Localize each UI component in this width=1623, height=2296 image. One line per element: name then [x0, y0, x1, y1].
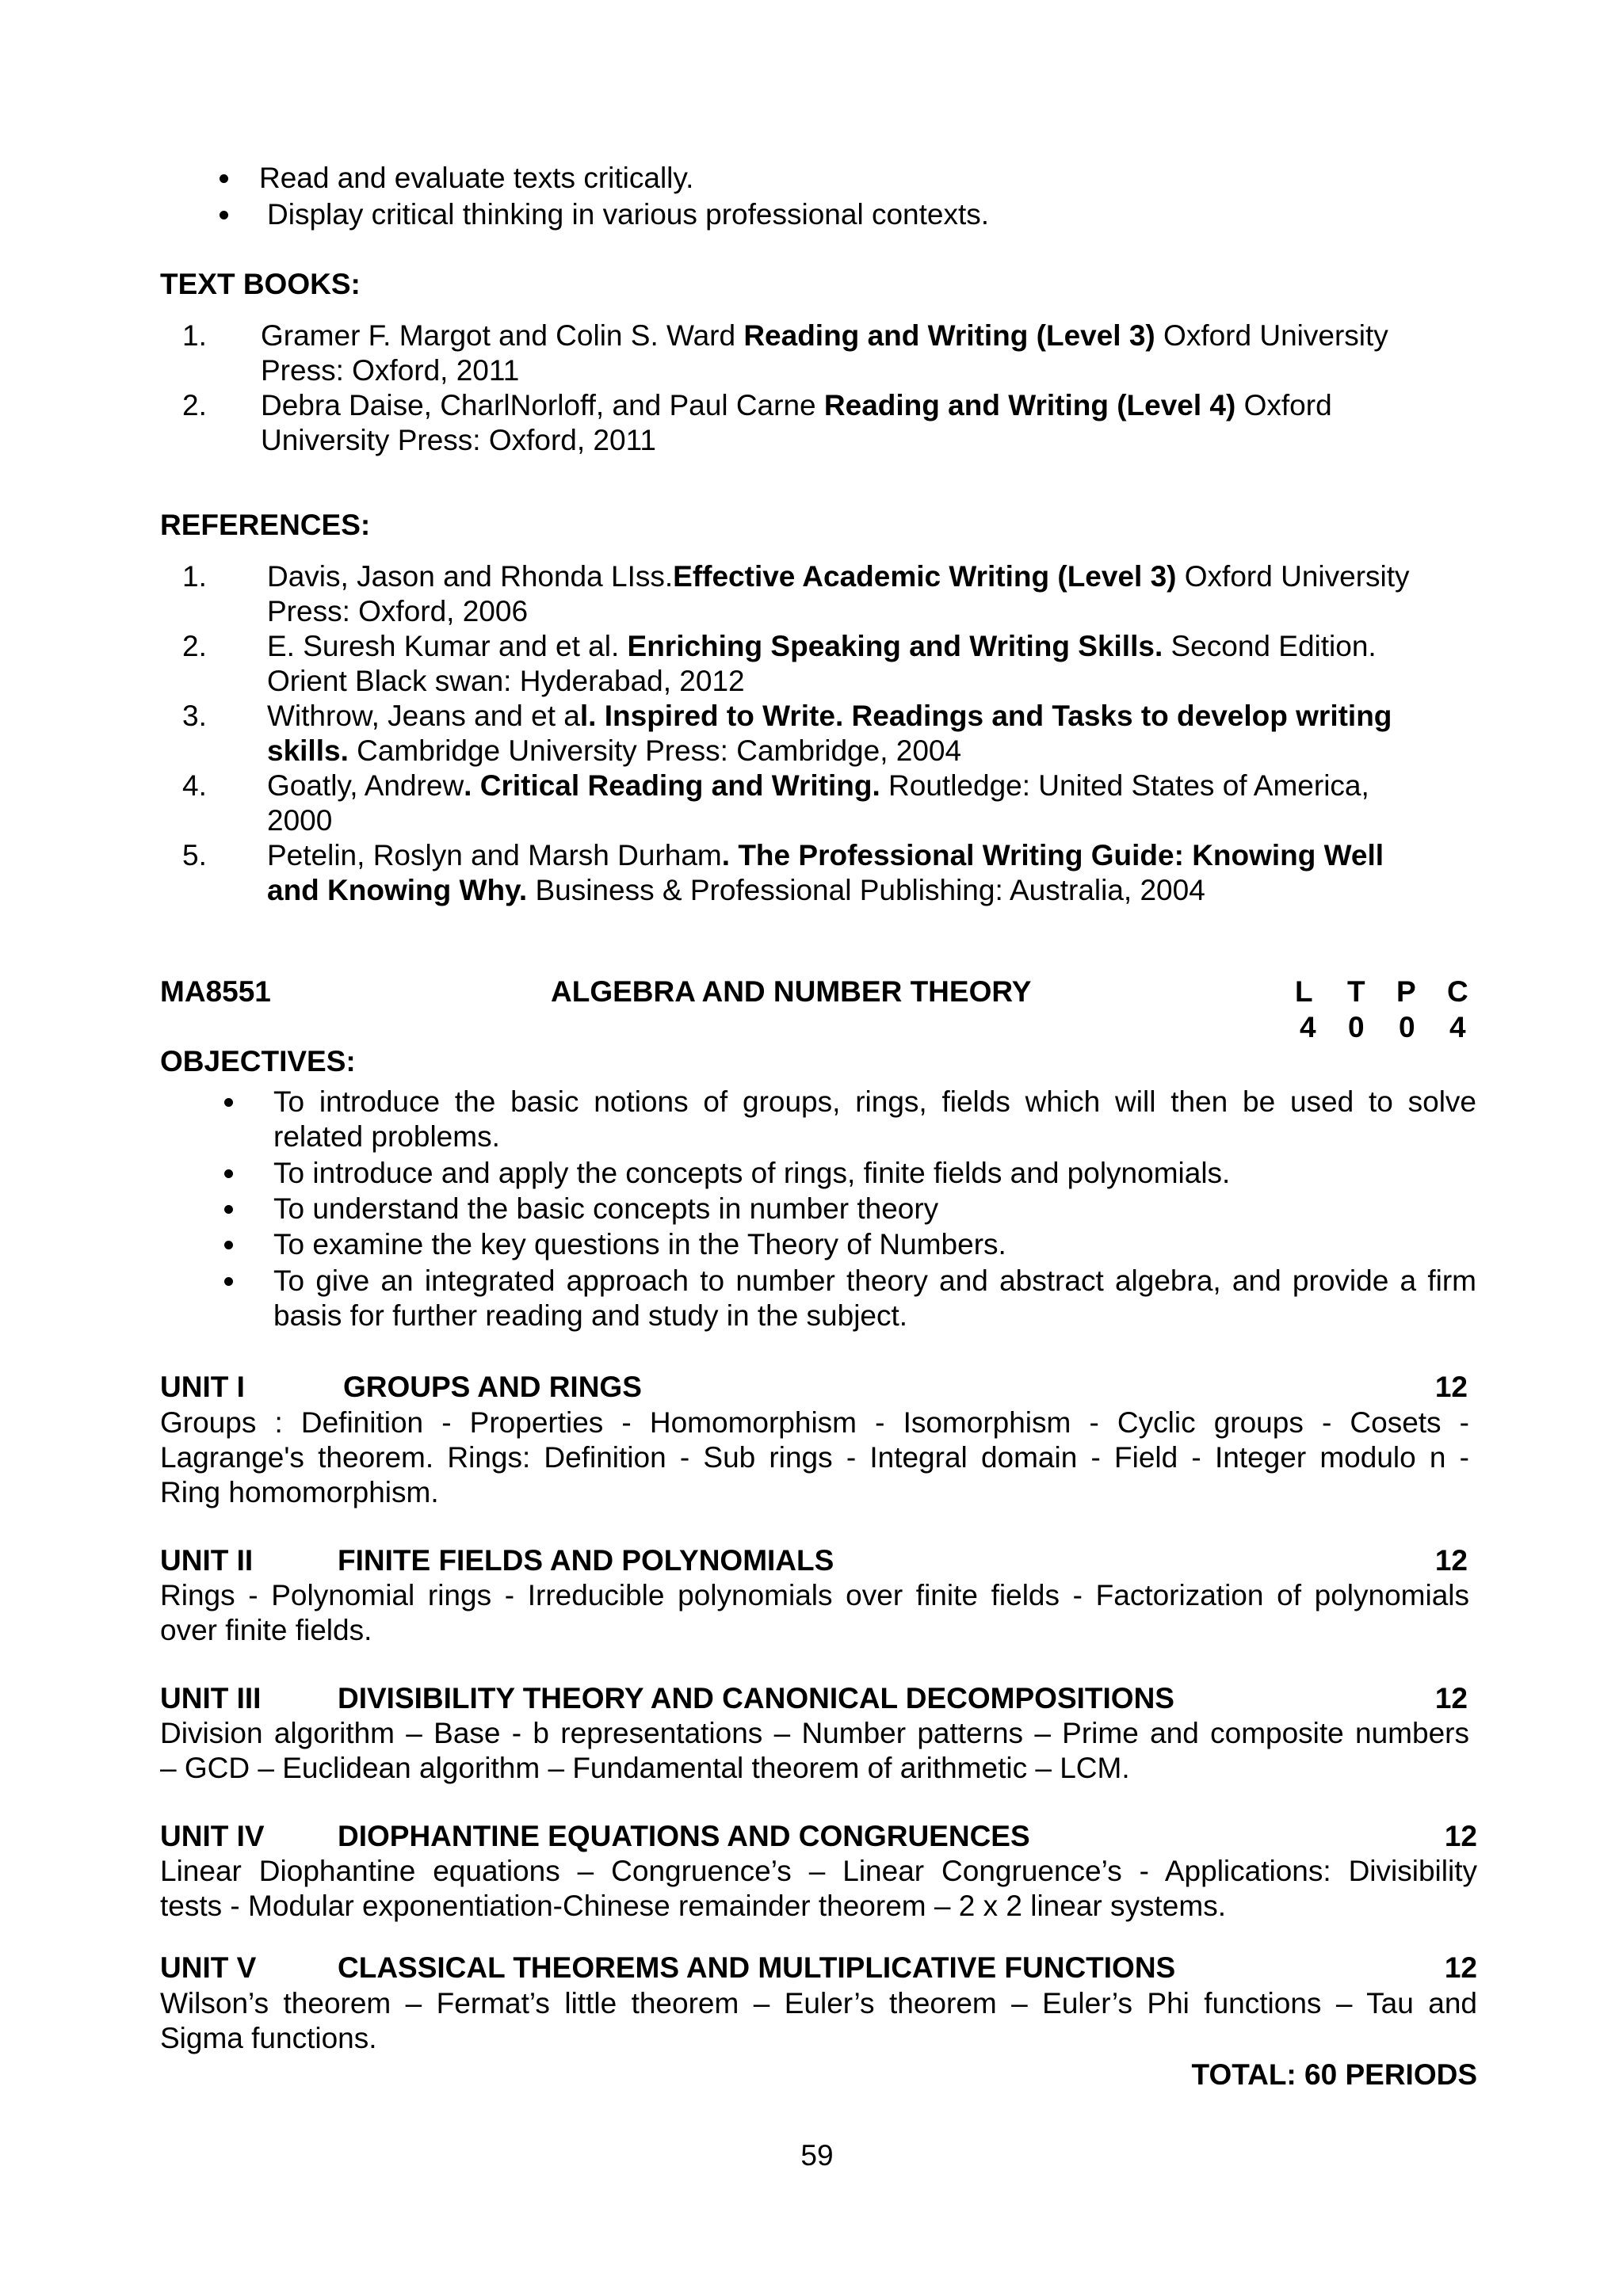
unit-label: UNIT I: [160, 1371, 245, 1403]
ltpc-label: C: [1447, 975, 1468, 1008]
unit-hours: 12: [1444, 1951, 1477, 1984]
objective-3: To understand the basic concepts in number theory: [273, 1192, 939, 1225]
unit-title: DIOPHANTINE EQUATIONS AND CONGRUENCES: [338, 1820, 1030, 1852]
textbook-publisher: Oxford: [1235, 389, 1332, 421]
reference-title: Effective Academic Writing (Level 3): [673, 560, 1177, 593]
reference-number: 2.: [182, 630, 207, 662]
reference-text: Goatly, Andrew: [267, 769, 464, 802]
reference-text: Routledge: United States of America,: [880, 769, 1369, 802]
textbook-author: Debra Daise, CharlNorloff, and Paul Carne: [261, 389, 824, 421]
unit-title: FINITE FIELDS AND POLYNOMIALS: [338, 1544, 834, 1577]
reference-title: l. Inspired to Write. Readings and Tasks to develop writing: [579, 700, 1392, 732]
unit-hours: 12: [1444, 1820, 1477, 1852]
textbook-publisher: Oxford University: [1155, 319, 1388, 352]
reference-number: 5.: [182, 839, 207, 871]
bullet-icon: [220, 211, 228, 219]
reference-1-line-1: [267, 559, 1410, 594]
ltpc-label: P: [1396, 975, 1416, 1008]
reference-3-line-1: [267, 699, 1392, 734]
ltpc-value: 0: [1348, 1011, 1365, 1043]
unit-1-content-line-3: Ring homomorphism.: [160, 1476, 439, 1508]
unit-hours: 12: [1434, 1544, 1468, 1577]
objective-2: To introduce and apply the concepts of rings, finite fields and polynomials.: [273, 1157, 1231, 1189]
reference-text: Petelin, Roslyn and Marsh Durham: [267, 839, 722, 871]
ltpc-value: 0: [1399, 1011, 1415, 1043]
course-title: ALGEBRA AND NUMBER THEORY: [551, 975, 1032, 1008]
reference-text: Davis, Jason and Rhonda LIss.: [267, 560, 674, 593]
bullet-icon: [224, 1169, 233, 1178]
unit-hours: 12: [1434, 1682, 1468, 1714]
reference-number: 3.: [182, 700, 207, 732]
objective-1-line-1: To introduce the basic notions of groups, rings, fields which will then be used to solve: [273, 1085, 1476, 1118]
reference-text: E. Suresh Kumar and et al.: [267, 630, 628, 662]
unit-1-content-line-1: Groups : Definition - Properties - Homomorphism - Isomorphism - Cyclic groups - Cosets -: [160, 1406, 1469, 1439]
unit-2-content-line-1: Rings - Polynomial rings - Irreducible polynomials over finite fields - Factorization of polynomials: [160, 1579, 1469, 1611]
top-bullet-2: Display critical thinking in various professional contexts.: [267, 198, 990, 231]
course-code: MA8551: [160, 975, 271, 1008]
objective-1-line-2: related problems.: [273, 1120, 500, 1153]
textbooks-heading: TEXT BOOKS:: [160, 268, 361, 300]
page-number: 59: [800, 2139, 834, 2172]
textbook-1-line-2: Press: Oxford, 2011: [261, 354, 520, 387]
reference-text: Business & Professional Publishing: Australia, 2004: [527, 874, 1205, 906]
bullet-icon: [224, 1277, 233, 1286]
unit-label: UNIT IV: [160, 1820, 265, 1852]
reference-number: 1.: [182, 560, 207, 593]
objective-5-line-1: To give an integrated approach to number theory and abstract algebra, and provide a firm: [273, 1264, 1476, 1297]
textbook-author: Gramer F. Margot and Colin S. Ward: [261, 319, 744, 352]
reference-text: 2000: [267, 804, 333, 837]
bullet-icon: [220, 174, 228, 183]
bullet-icon: [224, 1098, 233, 1107]
ltpc-label: L: [1295, 975, 1313, 1008]
unit-2-content-line-2: over finite fields.: [160, 1614, 372, 1646]
unit-title: DIVISIBILITY THEORY AND CANONICAL DECOMPOSITIONS: [338, 1682, 1174, 1714]
unit-1-content-line-2: Lagrange's theorem. Rings: Definition - Sub rings - Integral domain - Field - Integer modulo n -: [160, 1441, 1469, 1474]
textbook-title: Reading and Writing (Level 3): [743, 319, 1155, 352]
textbook-2-line-2: University Press: Oxford, 2011: [261, 424, 656, 456]
reference-title: Enriching Speaking and Writing Skills.: [627, 630, 1163, 662]
reference-2-line-1: [267, 629, 1377, 664]
bullet-icon: [224, 1241, 233, 1249]
objectives-heading: OBJECTIVES:: [160, 1045, 356, 1077]
unit-label: UNIT V: [160, 1951, 257, 1984]
unit-3-content-line-2: – GCD – Euclidean algorithm – Fundamental theorem of arithmetic – LCM.: [160, 1752, 1130, 1784]
unit-4-content-line-1: Linear Diophantine equations – Congruence’s – Linear Congruence’s - Applications: Divisibility: [160, 1855, 1477, 1887]
reference-text: Withrow, Jeans and et a: [267, 700, 580, 732]
reference-3-line-2: [267, 734, 961, 769]
reference-4-line-2: [267, 803, 332, 838]
reference-1-line-2: [267, 594, 528, 629]
reference-5-line-2: [267, 873, 1205, 908]
references-heading: REFERENCES:: [160, 509, 371, 541]
reference-text: Second Edition.: [1163, 630, 1377, 662]
unit-title: CLASSICAL THEOREMS AND MULTIPLICATIVE FUNCTIONS: [338, 1951, 1176, 1984]
textbook-number: 1.: [182, 319, 207, 352]
textbook-2-line-1: [261, 388, 1332, 423]
reference-title: . Critical Reading and Writing.: [464, 769, 880, 802]
reference-4-line-1: [267, 769, 1369, 803]
unit-label: UNIT III: [160, 1682, 262, 1714]
reference-text: Cambridge University Press: Cambridge, 2004: [348, 734, 962, 767]
unit-3-content-line-1: Division algorithm – Base - b representations – Number patterns – Prime and composite numbers: [160, 1717, 1469, 1749]
objective-4: To examine the key questions in the Theory of Numbers.: [273, 1228, 1006, 1261]
reference-title: skills.: [267, 734, 349, 767]
unit-label: UNIT II: [160, 1544, 254, 1577]
total-periods: TOTAL: 60 PERIODS: [1191, 2058, 1477, 2091]
reference-text: Orient Black swan: Hyderabad, 2012: [267, 665, 745, 697]
bullet-icon: [224, 1205, 233, 1214]
reference-title: and Knowing Why.: [267, 874, 528, 906]
objective-5-line-2: basis for further reading and study in the subject.: [273, 1299, 908, 1332]
top-bullet-1: Read and evaluate texts critically.: [259, 162, 694, 194]
unit-5-content-line-2: Sigma functions.: [160, 2022, 377, 2054]
textbook-title: Reading and Writing (Level 4): [823, 389, 1236, 421]
textbook-number: 2.: [182, 389, 207, 421]
reference-2-line-2: [267, 664, 745, 699]
ltpc-label: T: [1347, 975, 1365, 1008]
unit-4-content-line-2: tests - Modular exponentiation-Chinese remainder theorem – 2 x 2 linear systems.: [160, 1890, 1226, 1922]
reference-number: 4.: [182, 769, 207, 802]
reference-text: Oxford University: [1176, 560, 1410, 593]
ltpc-value: 4: [1300, 1011, 1316, 1043]
unit-hours: 12: [1434, 1371, 1468, 1403]
ltpc-value: 4: [1449, 1011, 1466, 1043]
reference-text: Press: Oxford, 2006: [267, 595, 529, 627]
unit-5-content-line-1: Wilson’s theorem – Fermat’s little theorem – Euler’s theorem – Euler’s Phi functions – Tau and: [160, 1987, 1477, 2019]
textbook-1-line-1: [261, 318, 1388, 353]
reference-5-line-1: [267, 838, 1384, 873]
reference-title: . The Professional Writing Guide: Knowing Well: [721, 839, 1384, 871]
unit-title: GROUPS AND RINGS: [343, 1371, 642, 1403]
